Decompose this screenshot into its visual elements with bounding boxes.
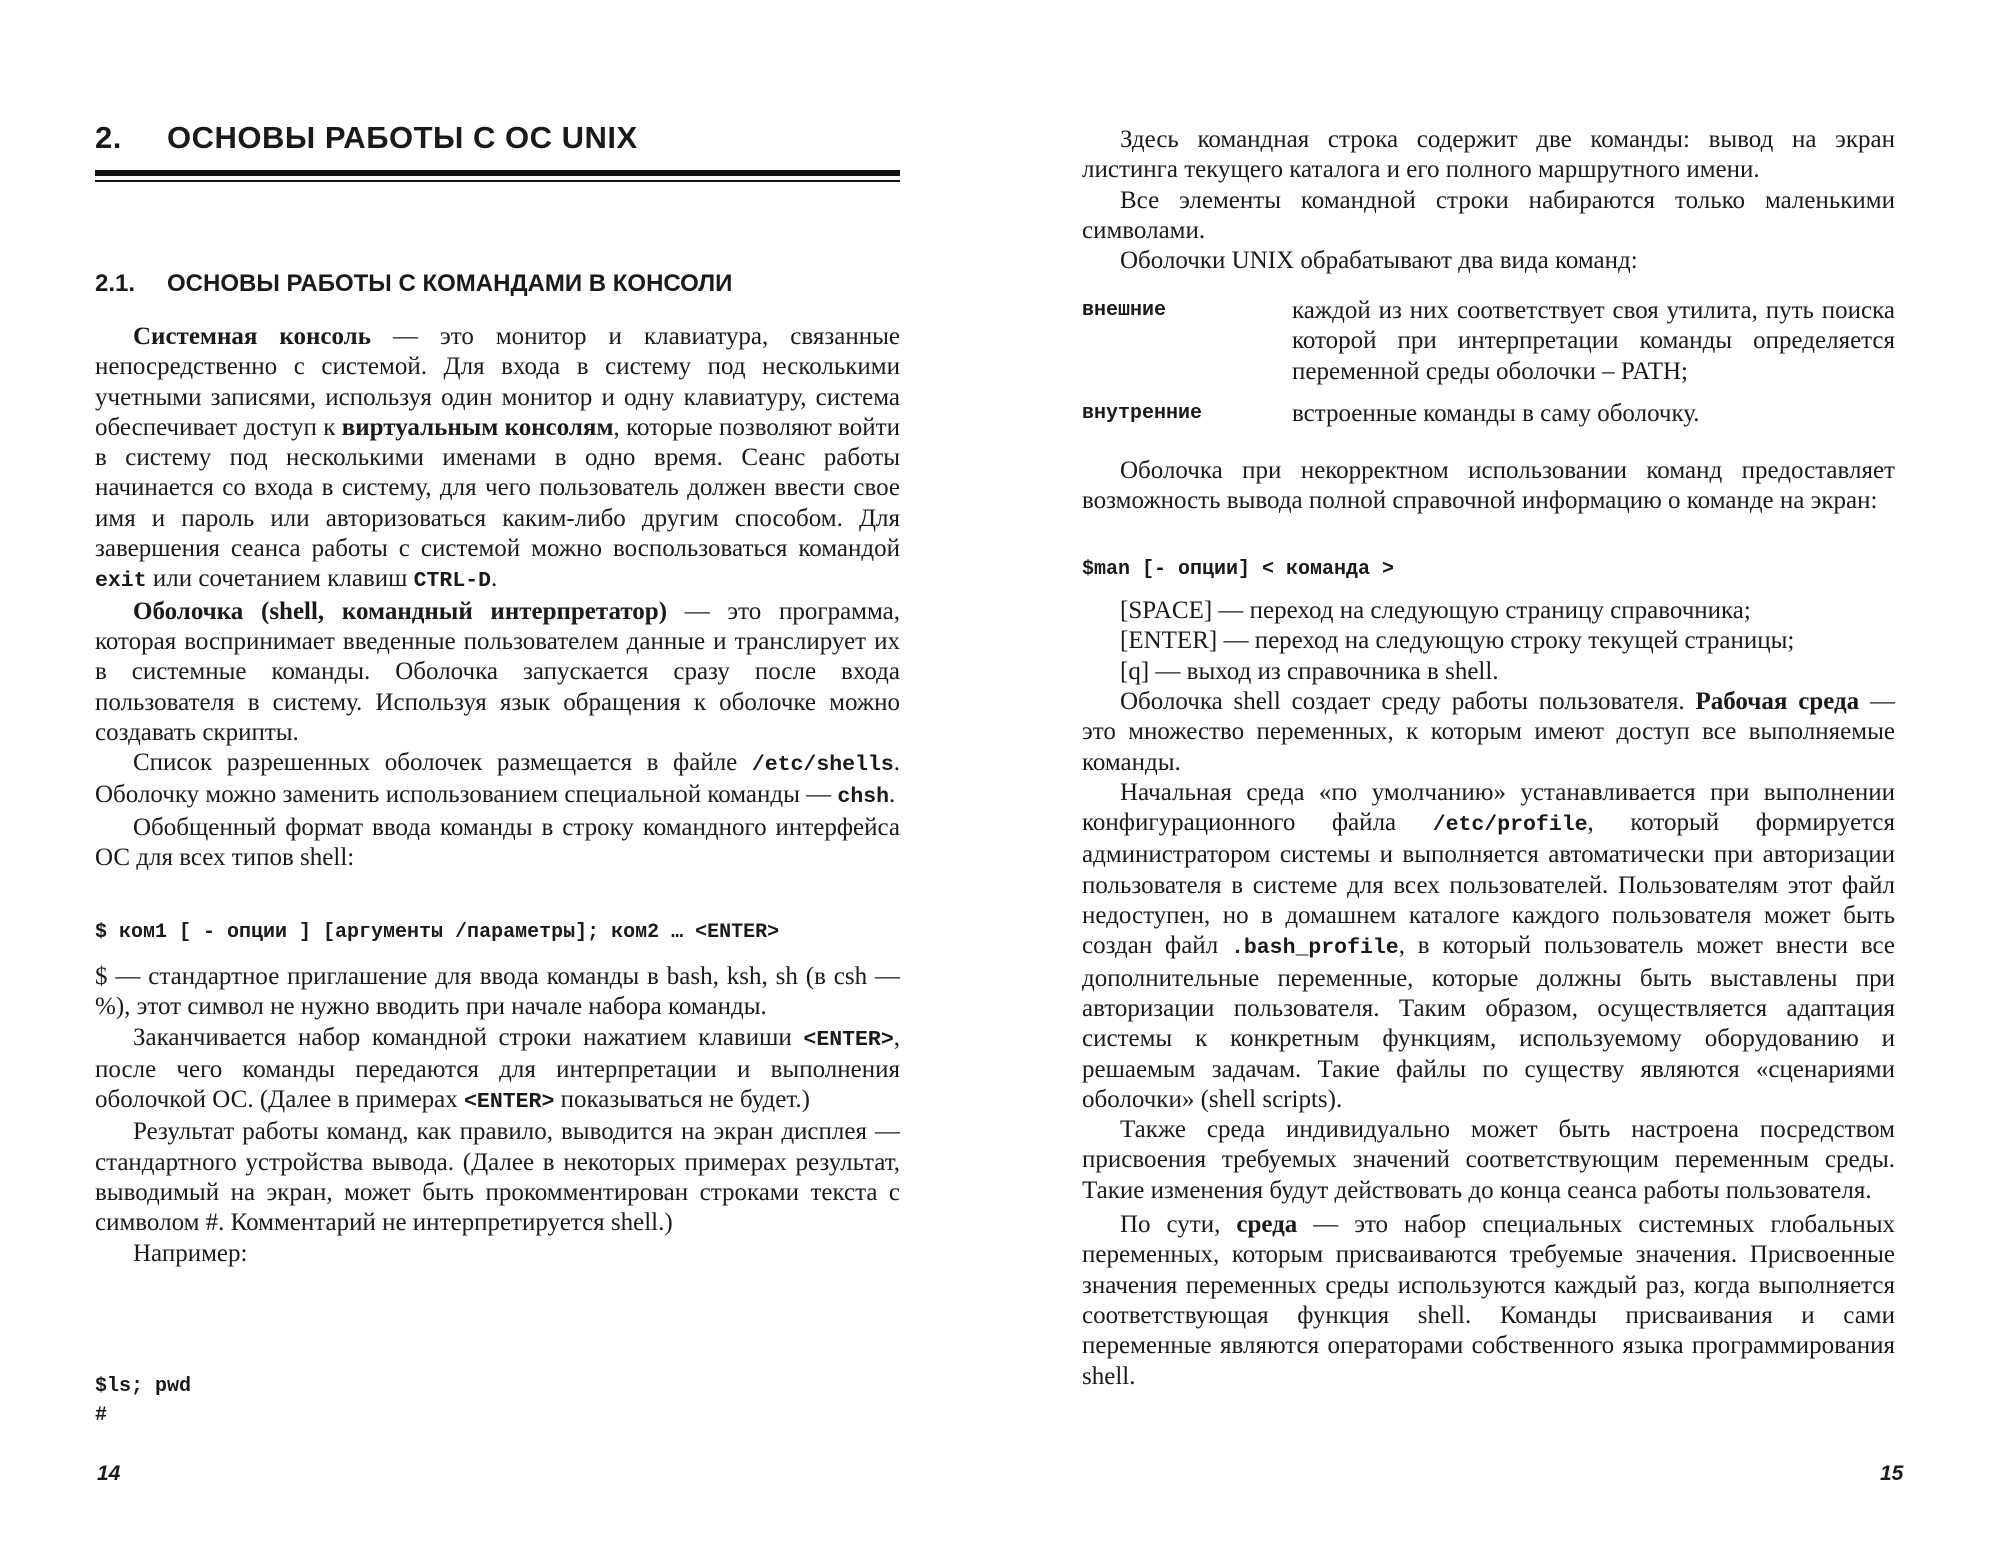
paragraph-shell <box>95 597 900 748</box>
paragraph-two-commands: Здесь командная строка содержит две команды: вывод на экран листинга текущего каталога и его полного маршрутного имени. <box>1082 126 1895 184</box>
text: , которые позволяют войти в систему под несколькими именами в одно время. Сеанс работы начинается со входа в систему, для чего пользователь должен ввести свое имя и пароль или авторизоваться каким-либо другим способом. Для завершения сеанса работы с системой можно воспользоваться командой <box>95 413 900 563</box>
definition-desc: встроенные команды в саму оболочку. <box>1292 399 1700 427</box>
paragraph-enter <box>95 1023 900 1118</box>
paragraph-lowercase: Все элементы командной строки набираются только маленькими символами. <box>1082 186 1895 244</box>
text: Начальная среда «по умолчанию» устанавливается при выполнении конфигурационного файла <box>1082 778 1895 837</box>
left-body-2 <box>95 962 900 1269</box>
key-space: [SPACE] — переход на следующую страницу справочника; <box>1120 597 1751 624</box>
code-etc-shells: /etc/shells <box>751 753 894 778</box>
paragraph-example: Например: <box>133 1239 248 1267</box>
text: . Оболочку можно заменить использованием специальной команды — <box>95 749 900 809</box>
paragraph-environment <box>1082 1210 1895 1392</box>
code-chsh: chsh <box>837 785 890 810</box>
section-number: 2.1. <box>95 270 136 297</box>
page-number-right: 15 <box>1880 1462 1904 1485</box>
paragraph-man: Оболочка при некорректном использовании команд предоставляет возможность вывода полной справочной информацию о команде на экран: <box>1082 457 1895 515</box>
paragraph-two-kinds: Оболочки UNIX обрабатывают два вида команд: <box>1120 247 1638 275</box>
definition-desc: каждой из них соответствует своя утилита, путь поиска которой при интерпретации команды определяется переменной среды оболочки – PATH; <box>1292 297 1895 385</box>
text: , который формируется администратором системы и выполняется автоматически при авторизации пользователя в системе для всех пользователей. Пользователям этот файл недоступен, но в домашнем каталоге каждого пользователя может быть создан файл <box>1082 809 1895 960</box>
chapter-number: 2. <box>95 120 122 155</box>
term-work-env: Рабочая среда <box>1695 688 1860 715</box>
key-enter: [ENTER] — переход на следующую строку текущей страницы; <box>1120 627 1795 655</box>
definition-term: внутренние <box>1082 401 1203 425</box>
text: Оболочка shell создает среду работы пользователя. <box>1120 688 1696 715</box>
section-title: ОСНОВЫ РАБОТЫ С КОМАНДАМИ В КОНСОЛИ <box>167 270 733 297</box>
definition-list <box>1082 296 1895 429</box>
code-command-format: $ ком1 [ - опции ] [аргументы /параметры]; ком2 … <ENTER> <box>95 921 780 944</box>
chapter-rule-thick <box>95 170 900 176</box>
paragraph-profile <box>1082 778 1895 1115</box>
term-environment: среда <box>1236 1211 1298 1239</box>
paragraph-work-env <box>1082 687 1895 778</box>
code-enter: <ENTER> <box>803 1027 894 1052</box>
term-system-console: Системная консоль <box>133 323 371 350</box>
right-page <box>1000 0 2000 1543</box>
definition-term: внешние <box>1082 299 1167 322</box>
term-shell: Оболочка (shell, командный интерпретатор) <box>133 597 668 625</box>
code-etc-profile: /etc/profile <box>1432 813 1588 838</box>
definition-external <box>1082 296 1895 387</box>
chapter-title: ОСНОВЫ РАБОТЫ С ОС UNIX <box>167 120 638 155</box>
right-body-1 <box>1082 125 1895 276</box>
right-body-3 <box>1082 687 1895 1392</box>
text: Список разрешенных оболочек размещается в файле <box>133 749 752 777</box>
term-virtual-consoles: виртуальным консолям <box>341 413 614 441</box>
text: . <box>491 565 498 593</box>
definition-internal <box>1082 399 1895 429</box>
chapter-heading <box>95 120 900 156</box>
section-heading <box>95 270 900 298</box>
man-keys <box>1082 596 1895 687</box>
code-example-line-1: $ls; pwd <box>95 1375 192 1398</box>
left-body <box>95 322 900 873</box>
text: , после чего команды передаются для интерпретации и выполнения оболочкой ОС. (Далее в примерах <box>95 1023 900 1114</box>
paragraph-prompt: $ — стандартное приглашение для ввода команды в bash, ksh, sh (в csh — %), этот символ не нужно вводить при начале набора команды. <box>95 963 900 1021</box>
code-enter-2: <ENTER> <box>464 1090 555 1115</box>
key-q: [q] — выход из справочника в shell. <box>1120 657 1499 685</box>
paragraph-shells-list <box>95 748 900 813</box>
code-example-line-2: # <box>95 1404 108 1427</box>
paragraph-format: Обобщенный формат ввода команды в строку командного интерфейса ОС для всех типов shell: <box>95 813 900 872</box>
paragraph-output: Результат работы команд, как правило, выводится на экран дисплея — стандартного устройства вывода. (Далее в некоторых примерах результат, выводимый на экран, может быть прокомментирован строками текста с символом #. Комментарий не интерпретируется shell.) <box>95 1118 900 1237</box>
code-exit: exit <box>95 569 147 594</box>
page-number-left: 14 <box>97 1462 121 1485</box>
text: показываться не будет.) <box>554 1086 810 1114</box>
text: , в который пользователь может внести все дополнительные переменные, которые должны быть выставлены при авторизации пользователя. Таким образом, осуществляется адаптация системы к конкретным функциям, используемому оборудованию и решаемым задачам. Такие файлы по существу являются «сценариями оболочки» (shell scripts). <box>1082 932 1895 1113</box>
paragraph-console <box>95 322 900 597</box>
paragraph-individual: Также среда индивидуально может быть настроена посредством присвоения требуемых значений соответствующим переменным среды. Такие изменения будут действовать до конца сеанса работы пользователя. <box>1082 1116 1895 1204</box>
text: Заканчивается набор командной строки нажатием клавиши <box>133 1023 804 1051</box>
text: По сути, <box>1120 1211 1237 1239</box>
chapter-rule-thin <box>95 180 900 182</box>
text: — это набор специальных системных глобальных переменных, которым присваиваются требуемые значения. Присвоенные значения переменных среды используются каждый раз, когда выполняется соответствующая функция shell. Команды присваивания и сами переменные являются операторами собственного языка программирования shell. <box>1082 1211 1896 1390</box>
text: — это монитор и клавиатура, связанные непосредственно с системой. Для входа в систему под несколькими учетными записями, используя один монитор и одну клавиатуру, система обеспечивает доступ к <box>95 323 900 441</box>
code-ctrl-d: CTRL-D <box>413 569 492 594</box>
code-bash-profile: .bash_profile <box>1230 936 1399 961</box>
text: — это множество переменных, к которым имеют доступ все выполняемые команды. <box>1082 688 1895 776</box>
text: или сочетанием клавиш <box>146 565 414 593</box>
text: . <box>889 781 896 809</box>
right-body-2 <box>1082 456 1895 517</box>
text: — это программа, которая воспринимает введенные пользователем данные и транслирует их в системные команды. Оболочка запускается сразу после входа пользователя в систему. Используя язык обращения к оболочке можно создавать скрипты. <box>95 597 900 746</box>
code-man: $man [- опции] < команда > <box>1082 558 1395 581</box>
